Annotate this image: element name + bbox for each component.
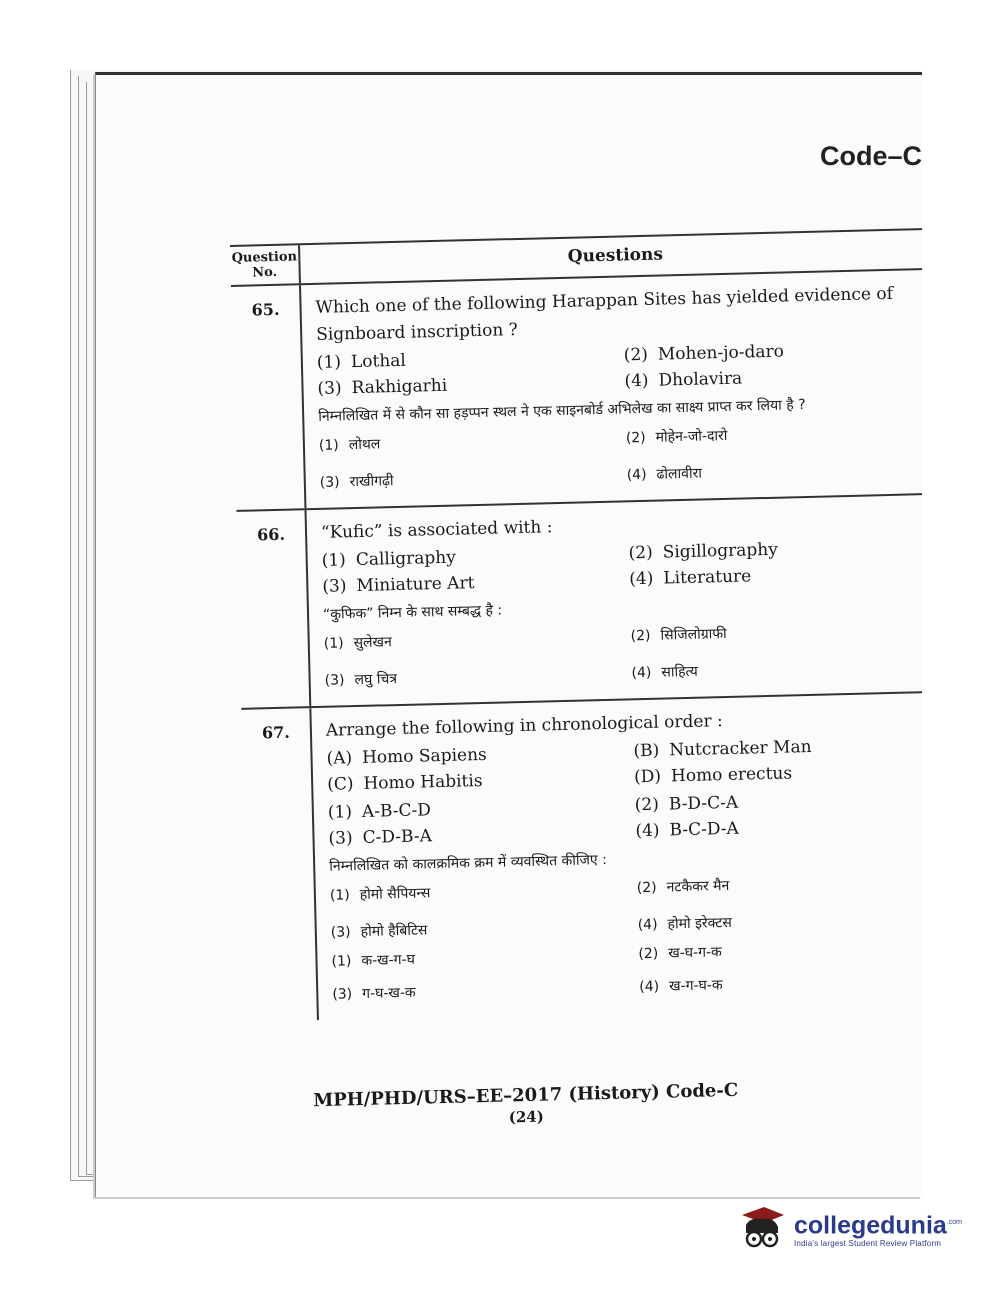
option: (1) A-B-C-D: [327, 800, 432, 823]
hindi-stem: निम्नलिखित में से कौन सा हड़प्पन स्थल ने एक साइनबोर्ड अभिलेख का साक्ष्य प्राप्त कर लिया है ?: [318, 396, 806, 425]
col-questions: Questions: [567, 244, 664, 267]
page-number: (24): [508, 1107, 545, 1127]
option: (4) ख-ग-घ-क: [639, 977, 723, 996]
list-item: (2) नटकैकर मैन: [636, 877, 730, 897]
footer-code: MPH/PHD/URS–EE–2017 (History) Code-C: [313, 1079, 739, 1112]
list-item: (C) Homo Habitis: [326, 770, 483, 795]
exam-page: [95, 72, 922, 1197]
question-66: [237, 495, 922, 710]
question-number: 65.: [231, 285, 306, 510]
option: (3) राखीगढ़ी: [319, 473, 394, 491]
hindi-version: [329, 842, 922, 1004]
question-body: [307, 495, 922, 706]
brand-tagline: India's largest Student Review Platform: [794, 1238, 942, 1248]
option: (3) ग-घ-ख-क: [332, 984, 416, 1003]
hindi-version: [323, 590, 922, 690]
hindi-version: [318, 392, 922, 492]
items: [326, 734, 922, 795]
option: (1) क-ख-ग-घ: [331, 951, 416, 970]
question-number: 67.: [241, 708, 319, 1022]
code-header: Code–C: [819, 141, 922, 171]
option: (3) C-D-B-A: [328, 826, 433, 849]
questions-table: [230, 228, 922, 1022]
brand-suffix: .com: [946, 1219, 962, 1227]
brand-name: collegedunia$^{.com}$: [794, 1211, 962, 1240]
option: (3) Rakhigarhi: [317, 375, 448, 399]
list-item: (B) Nutcracker Man: [633, 736, 812, 762]
hindi-items: [330, 871, 922, 942]
hindi-stem: निम्नलिखित को कालक्रमिक क्रम में व्यवस्थित कीजिए :: [329, 851, 608, 875]
list-item: (D) Homo erectus: [633, 763, 793, 788]
question-stem: Arrange the following in chronological order :: [325, 711, 723, 741]
brand-logo: [736, 1198, 966, 1260]
options: [322, 536, 922, 597]
hindi-options: [319, 421, 922, 492]
list-item: (4) होमो इरेक्टस: [637, 914, 733, 934]
option: (2) ख-घ-ग-क: [638, 944, 722, 963]
list-item: (1) होमो सैपियन्स: [329, 885, 431, 904]
option: (1) Lothal: [316, 350, 407, 373]
list-item: (3) होमो हैबिटिस: [330, 922, 428, 941]
option: (4) साहित्य: [631, 663, 698, 682]
option: (2) Sigillography: [628, 539, 779, 564]
hindi-options: [331, 937, 922, 1004]
option: (1) सुलेखन: [323, 634, 392, 652]
option: (2) B-D-C-A: [634, 792, 739, 816]
hindi-stem: “कुफिक” निम्न के साथ सम्बद्ध है :: [322, 602, 503, 623]
option: (2) Mohen-jo-daro: [623, 341, 785, 366]
page-footer: [266, 1079, 787, 1133]
options: [328, 788, 922, 849]
question-number: 66.: [237, 510, 312, 708]
question-stem: Which one of the following Harappan Sites has yielded evidence of Signboard inscription ?: [315, 283, 894, 345]
option: (1) Calligraphy: [321, 547, 457, 571]
option: (1) लोथल: [318, 436, 381, 454]
option: (4) B-C-D-A: [635, 818, 740, 842]
option: (3) लघु चित्र: [324, 671, 398, 689]
col-question-no: Question No.: [230, 245, 301, 285]
question-65: [231, 270, 922, 512]
option: (4) Literature: [629, 566, 752, 590]
question-body: [301, 270, 922, 508]
list-item: (A) Homo Sapiens: [326, 744, 487, 769]
question-stem: “Kufic” is associated with :: [320, 517, 553, 543]
hindi-options: [324, 619, 922, 690]
question-67: [241, 693, 922, 1022]
option: (4) Dholavira: [624, 368, 743, 392]
options: [317, 338, 922, 399]
mascot-icon: [736, 1203, 788, 1255]
option: (2) मोहेन-जो-दारो: [625, 427, 728, 447]
question-body: [311, 693, 922, 1020]
option: (4) ढोलावीरा: [626, 465, 703, 484]
option: (3) Miniature Art: [322, 573, 475, 597]
option: (2) सिजिलोग्राफी: [630, 625, 727, 645]
